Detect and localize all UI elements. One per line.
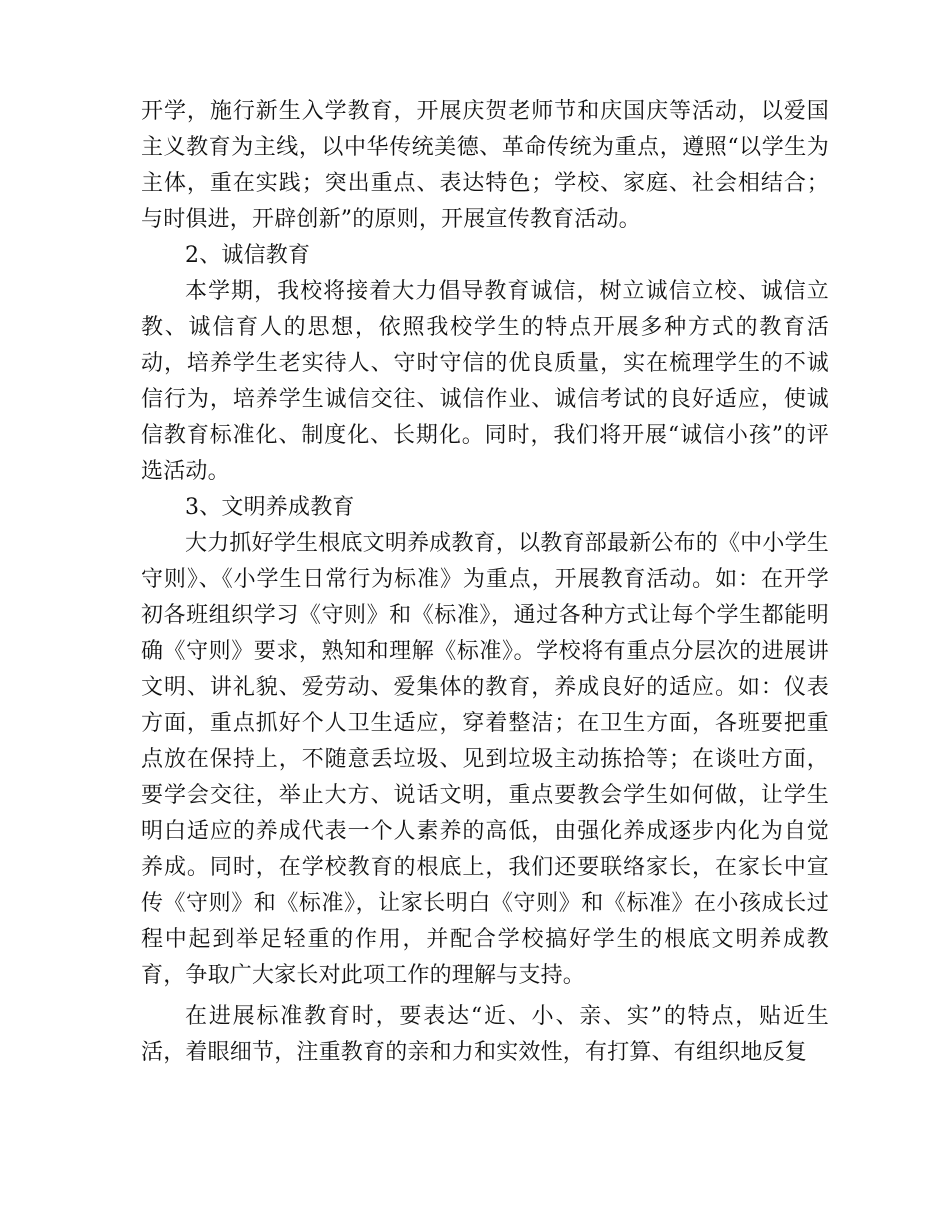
document-body	[141, 94, 829, 1071]
paragraph-civility-education: 大力抓好学生根底文明养成教育，以教育部最新公布的《中小学生守则》、《小学生日常行为标准》为重点，开展教育活动。如：在开学初各班组织学习《守则》和《标准》，通过各种方式让每个学生都能明确《守则》要求，熟知和理解《标准》。学校将有重点分层次的进展讲文明、讲礼貌、爱劳动、爱集体的教育，养成良好的适应。如：仪表方面，重点抓好个人卫生适应，穿着整洁；在卫生方面，各班要把重点放在保持上，不随意丢垃圾、见到垃圾主动拣拾等；在谈吐方面，要学会交往，举止大方、说话文明，重点要教会学生如何做，让学生明白适应的养成代表一个人素养的高低，由强化养成逐步内化为自觉养成。同时，在学校教育的根底上，我们还要联络家长，在家长中宣传《守则》和《标准》，让家长明白《守则》和《标准》在小孩成长过程中起到举足轻重的作用，并配合学校搞好学生的根底文明养成教育，争取广大家长对此项工作的理解与支持。	[141, 531, 829, 988]
paragraph-standards-education: 在进展标准教育时，要表达“近、小、亲、实”的特点，贴近生活，着眼细节，注重教育的亲和力和实效性，有打算、有组织地反复	[141, 1004, 829, 1065]
section-heading-integrity-education: 2、诚信教育	[185, 243, 311, 268]
paragraph-integrity-education: 本学期，我校将接着大力倡导教育诚信，树立诚信立校、诚信立教、诚信育人的思想，依照我校学生的特点开展多种方式的教育活动，培养学生老实待人、守时守信的优良质量，实在梳理学生的不诚信行为，培养学生诚信交往、诚信作业、诚信考试的良好适应，使诚信教育标准化、制度化、长期化。同时，我们将开展“诚信小孩”的评选活动。	[141, 279, 829, 484]
section-heading-civility-education: 3、文明养成教育	[185, 495, 355, 520]
paragraph-intro-continuation: 开学，施行新生入学教育，开展庆贺老师节和庆国庆等活动，以爱国主义教育为主线，以中华传统美德、革命传统为重点，遵照“以学生为主体，重在实践；突出重点、表达特色；学校、家庭、社会相结合；与时俱进，开辟创新”的原则，开展宣传教育活动。	[141, 99, 829, 232]
